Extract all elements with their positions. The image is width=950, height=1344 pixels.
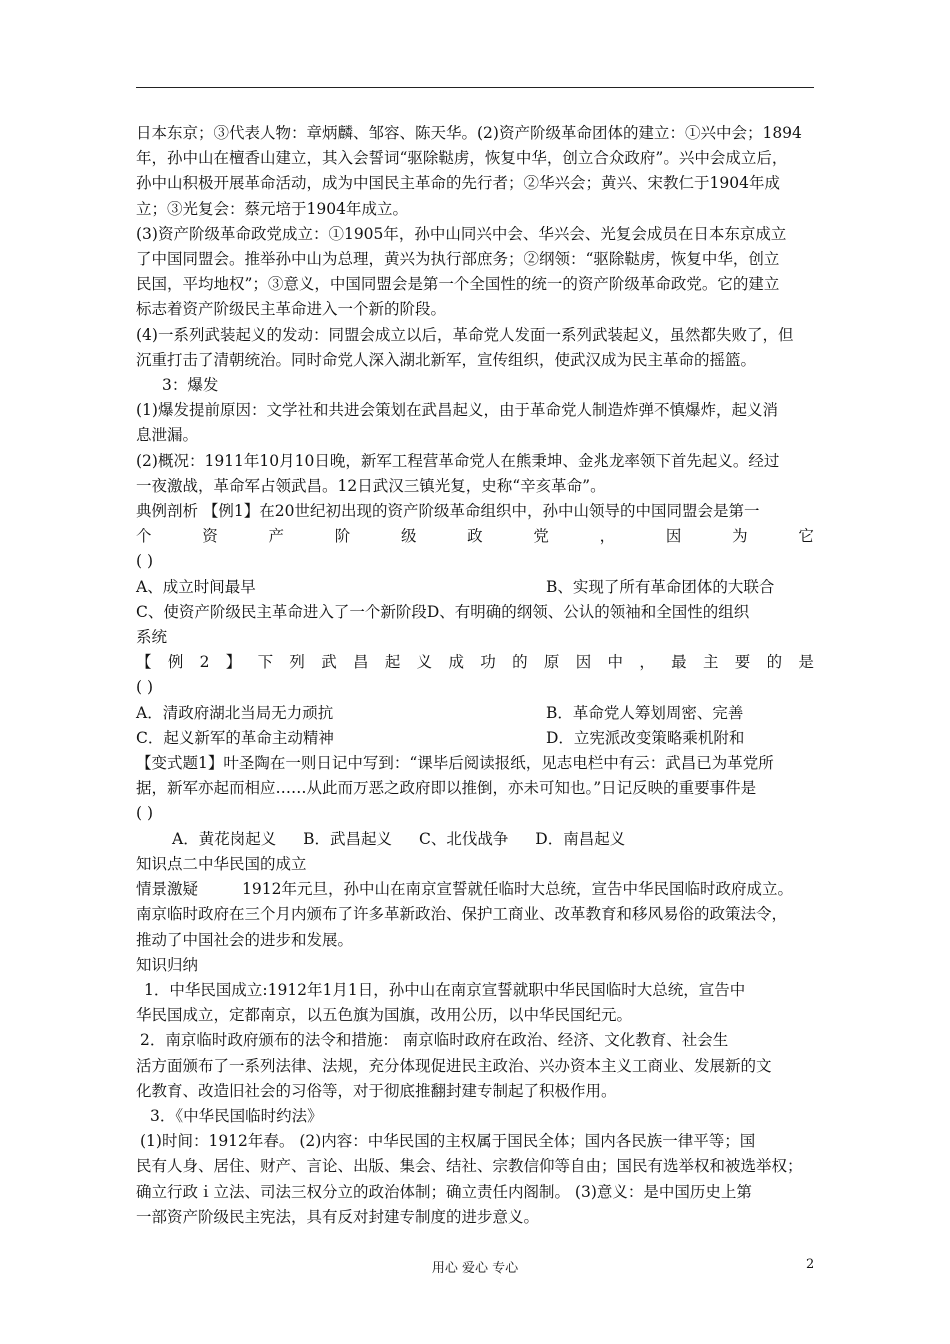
option-d: D．立宪派改变策略乘机附和 [546,728,745,747]
section-heading: 知识归纳 [136,955,199,974]
text-line: 了中国同盟会。推举孙中山为总理，黄兴为执行部庶务；②纲领：“驱除鞑虏，恢复中华，创立 [136,250,780,269]
text-line: 确立行政ｉ立法、司法三权分立的政治体制；确立责任内阁制。 (3)意义：是中国历史上第 [136,1182,752,1201]
text-line: 民有人身、居住、财产、言论、出版、集会、结社、宗教信仰等自由；国民有选举权和被选举权； [136,1157,803,1176]
spread-char: 因 [665,527,682,546]
spread-char: 产 [268,527,284,546]
scene-line [136,877,814,902]
spread-char: 党 [533,527,549,546]
text-line: 据，新军亦起而相应……从此而万恶之政府即以推倒，亦未可知也。”日记反映的重要事件是 [136,779,757,798]
spread-char: 是 [798,653,814,672]
spread-char: 功 [480,653,496,672]
text-line: 标志着资产阶级民主革命进入一个新的阶段。 [136,300,447,319]
option-b: B．革命党人筹划周密、完善 [546,703,744,722]
spread-char: 例 [167,653,184,672]
section-heading: 3．《中华民国临时约法》 [150,1106,323,1125]
text-line: (4)一系列武装起义的发动：同盟会成立以后，革命党人发面一系列武装起义，虽然都失败了，但 [136,325,794,344]
answer-blank: ( ) [136,552,154,571]
variant-options [136,827,814,852]
text-line: 立；③光复会：蔡元培于1904年成立。 [136,199,408,218]
scene-label: 情景激疑 [136,880,199,899]
text-line: (1)时间：1912年春。 (2)内容：中华民国的主权属于国民全体；国内各民族一律平等；国 [140,1132,756,1151]
page-body [136,121,814,1230]
option-b: B、实现了所有革命团体的大联合 [546,577,775,596]
text-line: 南京临时政府在三个月内颁布了许多革新政治、保护工商业、改革教育和移风易俗的政策法令， [136,905,788,924]
option-c: C、北伐战争 [418,829,509,848]
text-line: 息泄漏。 [136,426,199,445]
spread-char: 为 [732,527,748,546]
spread-char: 阶 [334,527,351,546]
header-rule [136,87,814,88]
variant-question: 【变式题1】叶圣陶在一则日记中写到：“课毕后阅读报纸，见志电栏中有云：武昌已为革党所 [136,754,774,773]
example-2-question [136,650,814,675]
spread-char: 主 [702,653,719,672]
option-a: A．清政府湖北当局无力顽抗 [136,703,334,722]
spread-char: 资 [202,527,218,546]
spread-char: 】 [225,653,242,672]
option-d: D．南昌起义 [535,829,626,848]
example-1-options-ab [136,575,814,600]
spread-char: 的 [512,653,528,672]
text-line: 年，孙中山在檀香山建立，其入会誓词“驱除鞑虏，恢复中华，创立合众政府”。兴中会成立后， [136,149,788,168]
spread-char: 2 [199,653,210,672]
text-line: 一夜激战，革命军占领武昌。12日武汉三镇光复，史称“辛亥革命”。 [136,476,606,495]
text-line: (3)资产阶级革命政党成立：①1905年，孙中山同兴中会、华兴会、光复会成员在日本东京成立 [136,224,787,243]
text-line: 华民国成立，定都南京，以五色旗为国旗，改用公历，以中华民国纪元。 [136,1006,633,1025]
example-1-question: 典例剖析 【例1】在20世纪初出现的资产阶级革命组织中，孙中山领导的中国同盟会是第一 [136,502,760,521]
option-a: A、成立时间最早 [136,577,256,596]
text-line: 活方面颁布了一系列法律、法规，充分体现促进民主政治、兴办资本主义工商业、发展新的文 [136,1056,772,1075]
text-line: 1．中华民国成立:1912年1月1日，孙中山在南京宣誓就职中华民国临时大总统，宣告中 [144,980,746,999]
text-line: 沉重打击了清朝统治。同时命党人深入湖北新军，宣传组织，使武汉成为民主革命的摇篮。 [136,350,757,369]
text-line: 日本东京；③代表人物：章炳麟、邹容、陈天华。(2)资产阶级革命团体的建立：①兴中会；1894 [136,124,802,142]
spread-char: 要 [734,653,751,672]
spread-char: 个 [136,527,152,546]
example-2-options-cd [136,726,814,751]
text-line: 民国，平均地权”；③意义，中国同盟会是第一个全国性的统一的资产阶级革命政党。它的建立 [136,275,780,294]
text-line: 2．南京临时政府颁布的法令和措施： 南京临时政府在政治、经济、文化教育、社会生 [140,1031,729,1050]
spread-char: 级 [400,527,417,546]
spread-char: ， [639,653,655,672]
example-1-spread-line [136,524,814,549]
example-2-options-ab [136,701,814,726]
option-b: B．武昌起义 [303,829,393,848]
text-line: 系统 [136,628,168,647]
spread-char: 武 [321,653,337,672]
spread-char: 原 [543,653,560,672]
spread-char: 的 [766,653,783,672]
spread-char: 昌 [353,653,369,672]
spread-char: 下 [257,653,274,672]
spread-char: ， [599,527,616,546]
example-1-options-cd: C、使资产阶级民主革命进入了一个新阶段D、有明确的纲领、公认的领袖和全国性的组织 [136,602,750,621]
option-a: A．黄花岗起义 [172,829,277,848]
spread-char: 起 [384,653,401,672]
spread-char: 因 [575,653,592,672]
spread-char: 成 [448,653,464,672]
spread-char: 义 [416,653,433,672]
spread-char: 【 [136,653,152,672]
section-heading: 知识点二中华民国的成立 [136,854,307,873]
answer-blank: ( ) [136,804,154,823]
spread-char: 列 [289,653,305,672]
text-line: 推动了中国社会的进步和发展。 [136,930,354,949]
footer-motto: 用心 爱心 专心 [431,1261,519,1276]
text-line: 一部资产阶级民主宪法，具有反对封建专制度的进步意义。 [136,1207,540,1226]
text-line: (1)爆发提前原因：文学社和共进会策划在武昌起义，由于革命党人制造炸弹不慎爆炸，起义消 [136,401,778,420]
spread-char: 政 [467,527,483,546]
answer-blank: ( ) [136,678,154,697]
text-line: 孙中山积极开展革命活动，成为中国民主革命的先行者；②华兴会；黄兴、宋教仁于1904年成 [136,174,780,193]
section-heading: 3：爆发 [162,376,219,395]
scene-text: 1912年元旦，孙中山在南京宣誓就任临时大总统，宣告中华民国临时政府成立。 [242,880,793,899]
text-line: (2)概况：1911年10月10日晚，新军工程营革命党人在熊秉坤、金兆龙率领下首先起义。经过 [136,451,780,470]
text-line: 化教育、改造旧社会的习俗等，对于彻底推翻封建专制起了积极作用。 [136,1081,617,1100]
spread-char: 中 [607,653,624,672]
spread-char: 最 [671,653,687,672]
spread-char: 它 [798,527,814,546]
page-number: 2 [806,1257,815,1272]
option-c: C．起义新军的革命主动精神 [136,728,334,747]
